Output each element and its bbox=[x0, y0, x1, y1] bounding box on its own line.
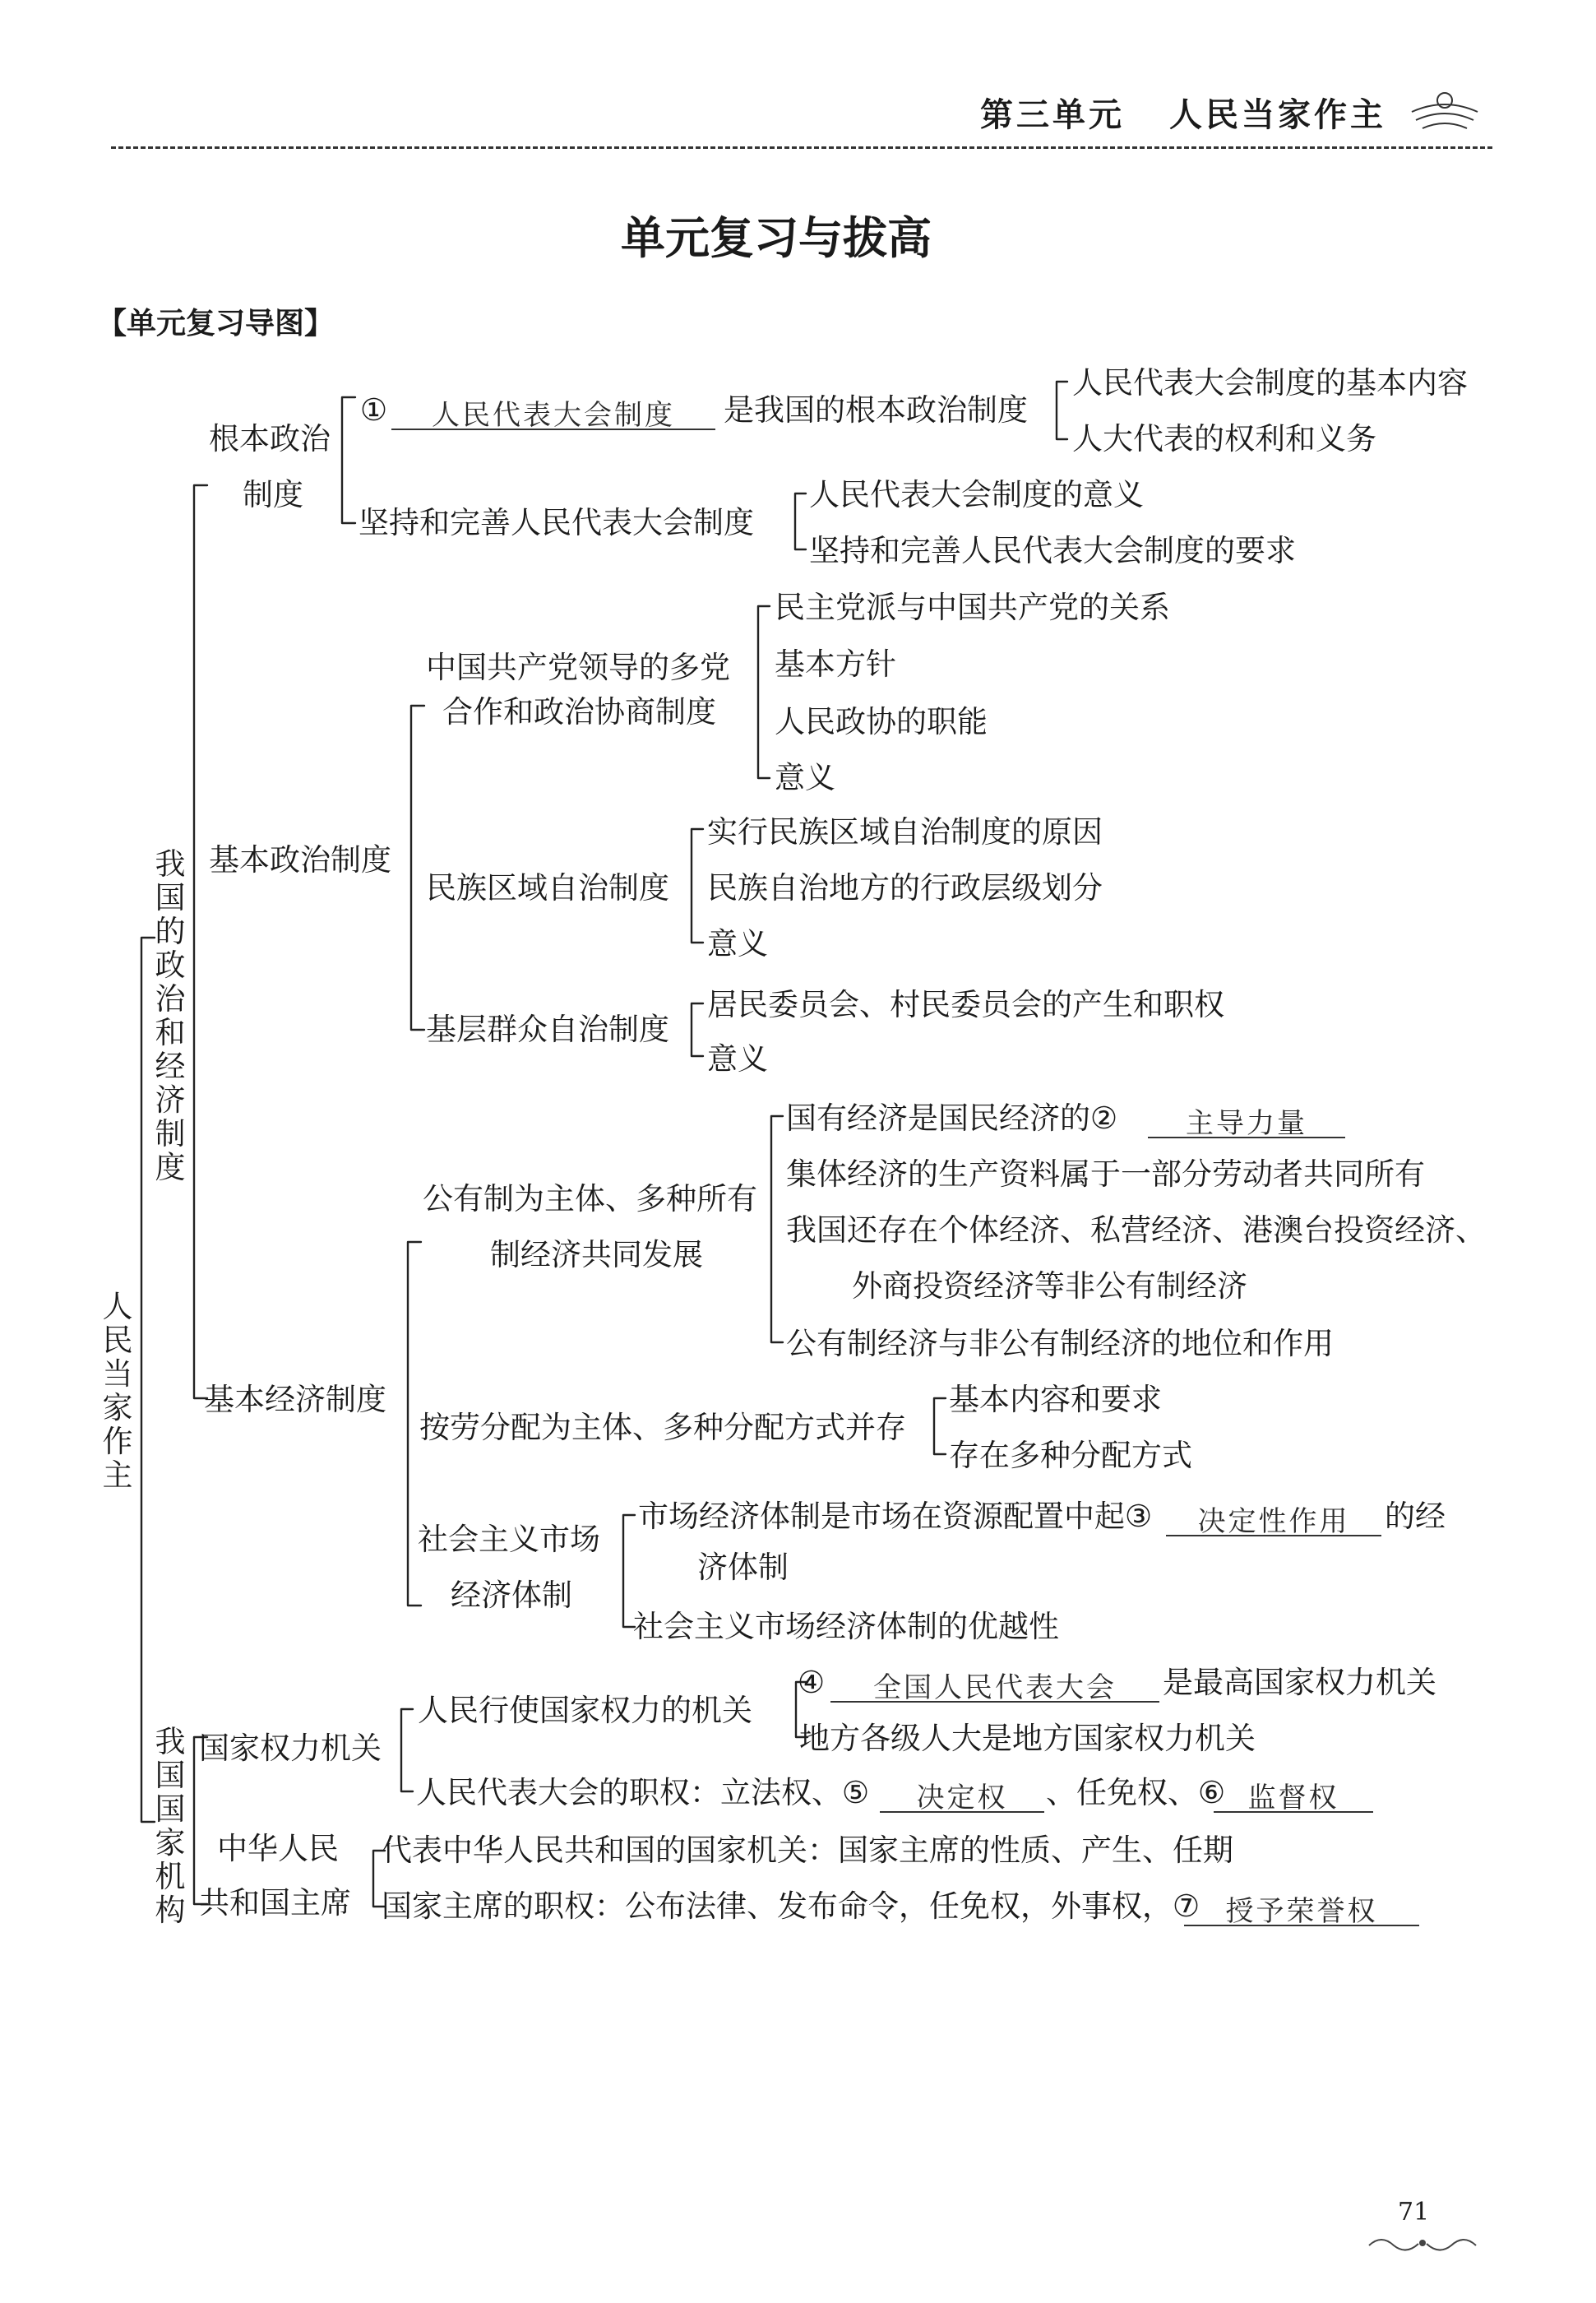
ethnic-item: 民族自治地方的行政层级划分 bbox=[707, 870, 1103, 906]
fundamental-label-line1: 根本政治 bbox=[209, 421, 331, 456]
market-item1-post: 的经 bbox=[1385, 1499, 1446, 1534]
president-item2-text: 国家主席的职权：公布法律、发布命令，任免权，外事权，⑦ bbox=[382, 1888, 1200, 1924]
ownership-item1-text: 国有经济是国民经济的② bbox=[786, 1101, 1118, 1136]
answer-7: 授予荣誉权 bbox=[1225, 1895, 1378, 1928]
section-label: 【单元复习导图】 bbox=[97, 307, 335, 341]
answer-5: 决定权 bbox=[916, 1782, 1008, 1814]
answer-4: 全国人民代表大会 bbox=[873, 1671, 1117, 1704]
branch-political-economic: 我国的政治和经济制度 bbox=[155, 846, 186, 1185]
ownership-line1: 公有制为主体、多种所有 bbox=[423, 1181, 757, 1216]
cpc-item: 基本方针 bbox=[775, 646, 896, 682]
president-label-line2: 共和国主席 bbox=[199, 1885, 351, 1921]
marker-1: ① bbox=[360, 392, 388, 428]
header-unit: 第三单元 bbox=[980, 95, 1125, 134]
cpc-system-line2: 合作和政治协商制度 bbox=[442, 694, 716, 730]
page-title: 单元复习与拔高 bbox=[621, 212, 932, 264]
npc-duties-text: 人民代表大会的职权：立法权、⑤ bbox=[416, 1775, 870, 1810]
ownership-line2: 制经济共同发展 bbox=[490, 1237, 703, 1272]
market-item1-continued: 济体制 bbox=[697, 1550, 789, 1585]
answer-2-blank bbox=[1148, 1101, 1345, 1138]
grassroots-system: 基层群众自治制度 bbox=[426, 1012, 669, 1047]
fundamental-brace bbox=[342, 397, 355, 523]
ethnic-item: 意义 bbox=[707, 926, 768, 962]
distribution-system: 按劳分配为主体、多种分配方式并存 bbox=[419, 1410, 906, 1445]
organ-item1-text: 是最高国家权力机关 bbox=[1163, 1665, 1436, 1700]
market-item2: 社会主义市场经济体制的优越性 bbox=[633, 1609, 1059, 1644]
ownership-item3-line1: 我国还存在个体经济、私营经济、港澳台投资经济、 bbox=[786, 1212, 1486, 1248]
ethnic-system: 民族区域自治制度 bbox=[426, 870, 669, 906]
cpc-item: 意义 bbox=[775, 760, 835, 795]
answer-1: 人民代表大会制度 bbox=[432, 399, 675, 432]
answer-5-blank bbox=[880, 1775, 1044, 1813]
cpc-item: 民主党派与中国共产党的关系 bbox=[775, 590, 1170, 625]
page-number: 71 bbox=[1398, 2198, 1430, 2227]
cpc-system-line1: 中国共产党领导的多党 bbox=[426, 650, 730, 685]
answer-3-blank bbox=[1166, 1499, 1381, 1536]
market-item1-text: 市场经济体制是市场在资源配置中起③ bbox=[638, 1499, 1153, 1534]
ethnic-item: 实行民族区域自治制度的原因 bbox=[707, 814, 1103, 850]
basic-political-label: 基本政治制度 bbox=[209, 842, 391, 878]
answer-4-blank bbox=[830, 1665, 1159, 1703]
fundamental-row2-text: 坚持和完善人民代表大会制度 bbox=[359, 505, 754, 540]
organ-item2: 地方各级人大是地方国家权力机关 bbox=[799, 1721, 1256, 1756]
grassroots-item: 意义 bbox=[707, 1041, 768, 1077]
ownership-item4: 公有制经济与非公有制经济的地位和作用 bbox=[786, 1326, 1334, 1361]
npc-duties-mid: 、任免权、⑥ bbox=[1046, 1775, 1226, 1810]
marker-4: ④ bbox=[798, 1665, 826, 1700]
answer-1-blank bbox=[391, 392, 715, 430]
root-node: 人民当家作主 bbox=[102, 1289, 133, 1493]
fundamental-sub4: 坚持和完善人民代表大会制度的要求 bbox=[809, 533, 1296, 568]
branch1-brace bbox=[194, 485, 207, 1398]
header-unit-title: 人民当家作主 bbox=[1169, 95, 1386, 134]
footer-ornament-icon bbox=[1365, 2231, 1480, 2255]
state-power-label: 国家权力机关 bbox=[199, 1731, 382, 1766]
branch-state-organs: 我国国家机构 bbox=[155, 1724, 186, 1928]
fundamental-label-line2: 制度 bbox=[243, 477, 303, 512]
market-system-line1: 社会主义市场 bbox=[418, 1522, 600, 1557]
answer-7-blank bbox=[1184, 1888, 1419, 1926]
answer-2: 主导力量 bbox=[1186, 1107, 1307, 1140]
fundamental-sub3: 人民代表大会制度的意义 bbox=[809, 477, 1144, 512]
answer-3: 决定性作用 bbox=[1197, 1505, 1350, 1538]
distribution-item: 基本内容和要求 bbox=[949, 1382, 1162, 1417]
cpc-item: 人民政协的职能 bbox=[775, 704, 988, 739]
ownership-item3-line2: 外商投资经济等非公有制经济 bbox=[852, 1268, 1247, 1304]
distribution-item: 存在多种分配方式 bbox=[949, 1438, 1192, 1473]
market-system-line2: 经济体制 bbox=[451, 1578, 572, 1613]
fundamental-sub1: 人民代表大会制度的基本内容 bbox=[1072, 365, 1468, 401]
basic-economic-label: 基本经济制度 bbox=[204, 1382, 386, 1417]
president-item1: 代表中华人民共和国的国家机关：国家主席的性质、产生、任期 bbox=[382, 1833, 1233, 1868]
president-label-line1: 中华人民 bbox=[217, 1831, 339, 1866]
grassroots-item: 居民委员会、村民委员会的产生和职权 bbox=[707, 987, 1224, 1022]
answer-6-blank bbox=[1214, 1775, 1373, 1813]
ownership-item2: 集体经济的生产资料属于一部分劳动者共同所有 bbox=[786, 1156, 1425, 1192]
answer-6: 监督权 bbox=[1247, 1782, 1339, 1814]
state-power-organ: 人民行使国家权力的机关 bbox=[418, 1693, 752, 1728]
fundamental-row1-text: 是我国的根本政治制度 bbox=[724, 392, 1028, 428]
fundamental-sub2: 人大代表的权利和义务 bbox=[1072, 421, 1376, 456]
